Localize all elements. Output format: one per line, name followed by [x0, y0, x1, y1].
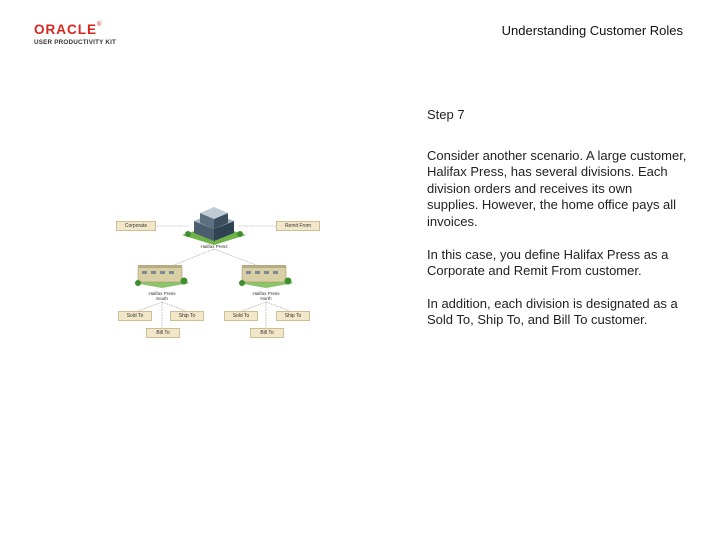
- division-a-caption-line2: South: [155, 296, 168, 301]
- page-title: Understanding Customer Roles: [501, 23, 683, 38]
- division-a-building-icon: [132, 263, 192, 289]
- division-a-bill-to-box: Bill To: [146, 328, 180, 338]
- division-b-caption: [248, 291, 284, 301]
- division-a-caption-line1: Halifax Press: [148, 291, 176, 296]
- division-b-bill-to-box: Bill To: [250, 328, 284, 338]
- step-number: Step 7: [427, 107, 465, 122]
- customer-roles-diagram: [114, 205, 326, 345]
- division-a-caption: [144, 291, 180, 301]
- division-paragraph: In addition, each division is designated as a Sold To, Ship To, and Bill To customer.: [427, 295, 678, 328]
- division-a-sold-to-box: Sold To: [118, 311, 152, 321]
- logo-subtitle: USER PRODUCTIVITY KIT: [34, 39, 117, 46]
- division-b-caption-line2: North: [260, 296, 272, 301]
- remit-from-box: Remit From: [276, 221, 320, 231]
- corporate-box: Corporate: [116, 221, 156, 231]
- step-text-column: [427, 107, 687, 345]
- division-b-caption-line1: Halifax Press: [252, 291, 280, 296]
- oracle-upk-logo: [34, 22, 134, 48]
- logo-brand: ORACLE®: [34, 22, 103, 37]
- corporate-paragraph: In this case, you define Halifax Press as a Corporate and Remit From customer.: [427, 246, 669, 279]
- scenario-paragraph: Consider another scenario. A large customer, Halifax Press, has several divisions. Each division orders and receives its own supplies. However, the home office pays all invoices.: [427, 147, 687, 229]
- division-a-ship-to-box: Ship To: [170, 311, 204, 321]
- hq-caption: Halifax Press: [200, 244, 228, 249]
- division-b-sold-to-box: Sold To: [224, 311, 258, 321]
- division-b-ship-to-box: Ship To: [276, 311, 310, 321]
- headquarters-building-icon: [180, 207, 248, 247]
- division-b-building-icon: [236, 263, 296, 289]
